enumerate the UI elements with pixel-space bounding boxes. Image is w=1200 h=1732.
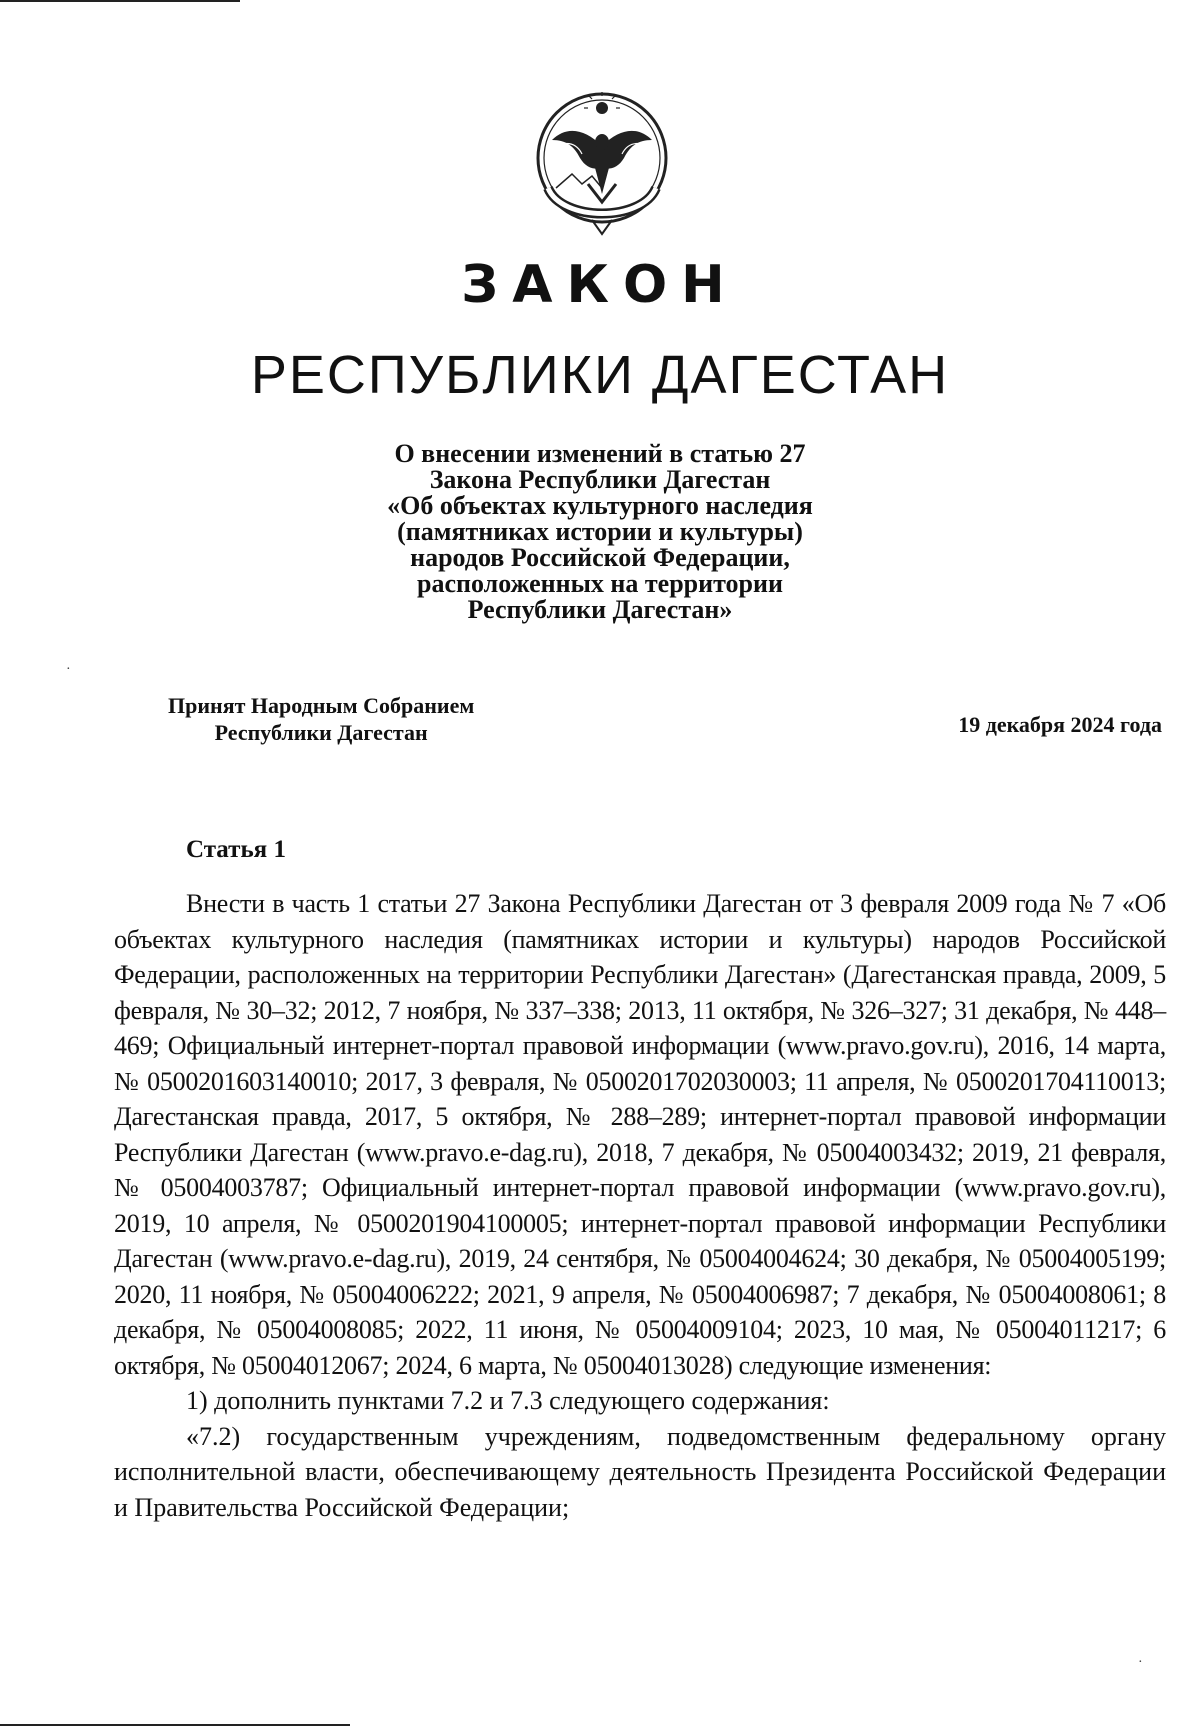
adoption-line: Республики Дагестан — [214, 720, 428, 745]
scan-speck: · — [66, 662, 71, 677]
article-paragraph: Внести в часть 1 статьи 27 Закона Республики Дагестан от 3 февраля 2009 года № 7 «Об объектах культурного наследия (памятниках истории и культуры) народов Российской Федерации, расположенных на территории Республики Дагестан» (Дагестанская правда, 2009, 5 февраля, № 30–32; 2012, 7 ноября, № 337–338; 2013, 11 октября, № 326–327; 31 декабря, № 448–469; Официальный интернет-портал правовой информации (www.pravo.gov.ru), 2016, 14 марта, № 0500201603140010; 2017, 3 февраля, № 0500201702030003; 11 апреля, № 0500201704110013; Дагестанская правда, 2017, 5 октября, № 288–289; интернет-портал правовой информации Республики Дагестан (www.pravo.e-dag.ru), 2018, 7 декабря, № 05004003432; 2019, 21 февраля, № 05004003787; Официальный интернет-портал правовой информации (www.pravo.gov.ru), 2019, 10 апреля, № 0500201904100005; интернет-портал правовой информации Республики Дагестан (www.pravo.e-dag.ru), 2019, 24 сентября, № 05004004624; 30 декабря, № 05004005199; 2020, 11 ноября, № 05004006222; 2021, 9 апреля, № 05004006987; 7 декабря, № 05004008061; 8 декабря, № 05004008085; 2022, 11 июня, № 05004009104; 2023, 10 мая, № 05004011217; 6 октября, № 05004012067; 2024, 6 марта, № 05004013028) следующие изменения: — [114, 889, 1166, 1380]
law-title-line: «Об объектах культурного наследия — [387, 491, 813, 520]
law-title-line: О внесении изменений в статью 27 — [394, 439, 806, 468]
adoption-line: Принят Народным Собранием — [168, 693, 475, 718]
republic-heading: РЕСПУБЛИКИ ДАГЕСТАН — [250, 345, 950, 405]
law-title — [0, 441, 1200, 623]
law-title-line: расположенных на территории — [417, 569, 783, 598]
document-type-heading: ЗАКОН — [461, 255, 739, 315]
bottom-rule — [0, 1724, 350, 1726]
law-title-line: (памятниках истории и культуры) — [397, 517, 803, 546]
top-rule — [0, 0, 240, 2]
adoption-date: 19 декабря 2024 года — [958, 712, 1162, 737]
scan-speck: · — [1138, 1655, 1143, 1670]
adoption-note — [168, 692, 474, 746]
law-title-line: Республики Дагестан» — [467, 595, 733, 624]
law-title-line: народов Российской Федерации, — [410, 543, 790, 572]
dagestan-coat-of-arms-icon — [522, 84, 682, 244]
article-heading: Статья 1 — [186, 836, 286, 863]
article-paragraph: 1) дополнить пунктами 7.2 и 7.3 следующего содержания: — [186, 1386, 830, 1415]
law-title-line: Закона Республики Дагестан — [429, 465, 771, 494]
article-paragraph: «7.2) государственным учреждениям, подведомственным федеральному органу исполнительной власти, обеспечивающему деятельность Президента Российской Федерации и Правительства Российской Федерации; — [114, 1421, 1166, 1522]
article-body — [114, 886, 1166, 1525]
